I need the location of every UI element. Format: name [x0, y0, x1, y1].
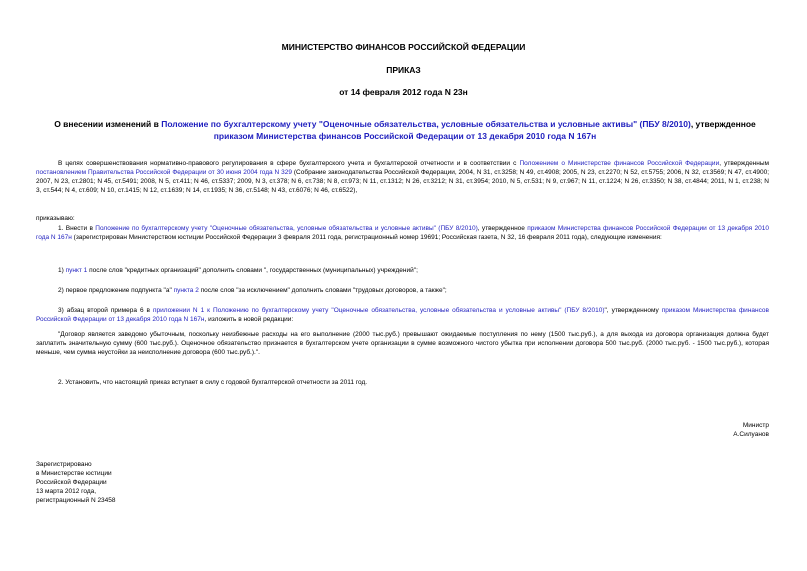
- subitem-2-paragraph: [58, 286, 769, 295]
- subitem-3-paragraph: [36, 306, 769, 324]
- title-link-regulation[interactable]: Положение по бухгалтерскому учету "Оценочные обязательства, условные обязательства и условные активы" (ПБУ 8/2010): [161, 119, 691, 129]
- link-point-1[interactable]: пункт 1: [65, 267, 88, 274]
- title-text: О внесении изменений в: [54, 119, 162, 129]
- subitem-3-text: , изложить в новой редакции:: [204, 316, 294, 323]
- registration-line: Российской Федерации: [36, 479, 107, 486]
- document-title: [40, 118, 770, 142]
- link-pbu-regulation[interactable]: Положение по бухгалтерскому учету "Оценочные обязательства, условные обязательства и условные активы" (ПБУ 8/2010): [95, 225, 478, 232]
- subitem-1-text: 1): [58, 267, 66, 274]
- quote-paragraph: "Договор является заведомо убыточным, поскольку неизбежные расходы на его выполнение (2000 тыс.руб.) превышают ожидаемые поступления по нему (1500 тыс.руб.), а для выхода из договора организация должна будет заплатить значительную сумму (600 тыс.руб.). Оценочное обязательство признается в бухгалтерском учете организации в сумме возможного чистого убытка при исполнении договора 500 тыс.руб. (2000 тыс.руб. - 1500 тыс.руб.), которая меньше, чем сумма неустойки за неисполнение договора (600 тыс.руб.).".: [36, 331, 769, 356]
- preamble-text: (Собрание законодательства Российской Федерации, 2004, N 31, ст.3258; N 49, ст.4908; 2005, N 23, ст.2270; N 52, ст.5755; 2006, N 32, ст.3569; N 47, ст.4900; 2007, N 23, ст.2801; N 45, ст.5491; 2008, N 5, ст.411; N 46, ст.5337; 2009, N 3, ст.378; N 6, ст.738; N 8, ст.973; N 11, ст.1312; N 26, ст.3212; N 31, ст.3954; 2010, N 5, ст.531; N 9, ст.967; N 11, ст.1224; N 26, ст.3350; N 38, ст.4844; 2011, N 1, ст.238; N 3, ст.544; N 4, ст.609; N 10, ст.1415; N 12, ст.1639; N 14, ст.1935; N 36, ст.5148; N 43, ст.6076; N 46, ст.6522),: [36, 169, 769, 194]
- link-point-2[interactable]: пункта 2: [173, 287, 199, 294]
- subitem-3-text: 3) абзац второй примера 6 в: [58, 307, 153, 314]
- link-order-167n[interactable]: приказом Министерства финансов Российской Федерации от 13 декабря 2010 года N 167н: [36, 307, 770, 323]
- subitem-2-text: 2) первое предложение подпункта "а": [58, 287, 174, 294]
- link-appendix-1[interactable]: приложении N 1 к Положению по бухгалтерскому учету "Оценочные обязательства, условные обязательства и условные активы" (ПБУ 8/2010): [152, 307, 605, 314]
- title-link-order[interactable]: приказом Министерства финансов Российской Федерации от 13 декабря 2010 года N 167н: [213, 131, 597, 141]
- item-1-text: (зарегистрирован Министерством юстиции Российской Федерации 3 февраля 2011 года, регистрационный номер 19691; Российская газета, N 32, 16 февраля 2011 года), следующие изменения:: [71, 234, 662, 241]
- order-date-number: от 14 февраля 2012 года N 23н: [339, 87, 468, 97]
- order-word: приказываю:: [36, 215, 75, 222]
- link-order-167n[interactable]: приказом Министерства финансов Российской Федерации от 13 декабря 2010 года N 167н: [36, 225, 769, 241]
- subitem-1-paragraph: [58, 266, 769, 275]
- registration-block: [36, 460, 116, 505]
- item-2-paragraph: 2. Установить, что настоящий приказ вступает в силу с годовой бухгалтерской отчетности за 2011 год.: [58, 379, 368, 386]
- registration-line: регистрационный N 23458: [36, 497, 116, 504]
- signatory-position: Министр: [742, 422, 769, 429]
- item-1-text: , утвержденное: [477, 225, 528, 232]
- signature-block: [733, 421, 769, 439]
- registration-line: в Министерстве юстиции: [36, 470, 112, 477]
- preamble-text: , утвержденным: [719, 160, 770, 167]
- document-type-heading: ПРИКАЗ: [386, 65, 421, 75]
- item-1-text: 1. Внести в: [58, 225, 96, 232]
- subitem-2-text: после слов "за исключением" дополнить словами "трудовых договоров, а также";: [198, 287, 447, 294]
- link-government-resolution[interactable]: постановлением Правительства Российской Федерации от 30 июня 2004 года N 329: [36, 169, 292, 176]
- preamble-text: В целях совершенствования нормативно-правового регулирования в сфере бухгалтерского учета и бухгалтерской отчетности и в соответствии с: [58, 160, 520, 167]
- registration-line: 13 марта 2012 года,: [36, 488, 97, 495]
- signatory-name: А.Силуанов: [733, 431, 769, 438]
- registration-line: Зарегистрировано: [36, 461, 92, 468]
- preamble-paragraph: [36, 159, 769, 195]
- subitem-3-text: ", утвержденному: [604, 307, 662, 314]
- item-1-paragraph: [36, 224, 769, 242]
- title-text: , утвержденное: [690, 119, 756, 129]
- subitem-1-text: после слов "кредитных организаций" дополнить словами ", государственных (муниципальных) учреждений";: [87, 267, 418, 274]
- link-ministry-regulation[interactable]: Положением о Министерстве финансов Российской Федерации: [519, 160, 720, 167]
- ministry-heading: МИНИСТЕРСТВО ФИНАНСОВ РОССИЙСКОЙ ФЕДЕРАЦИИ: [281, 42, 526, 52]
